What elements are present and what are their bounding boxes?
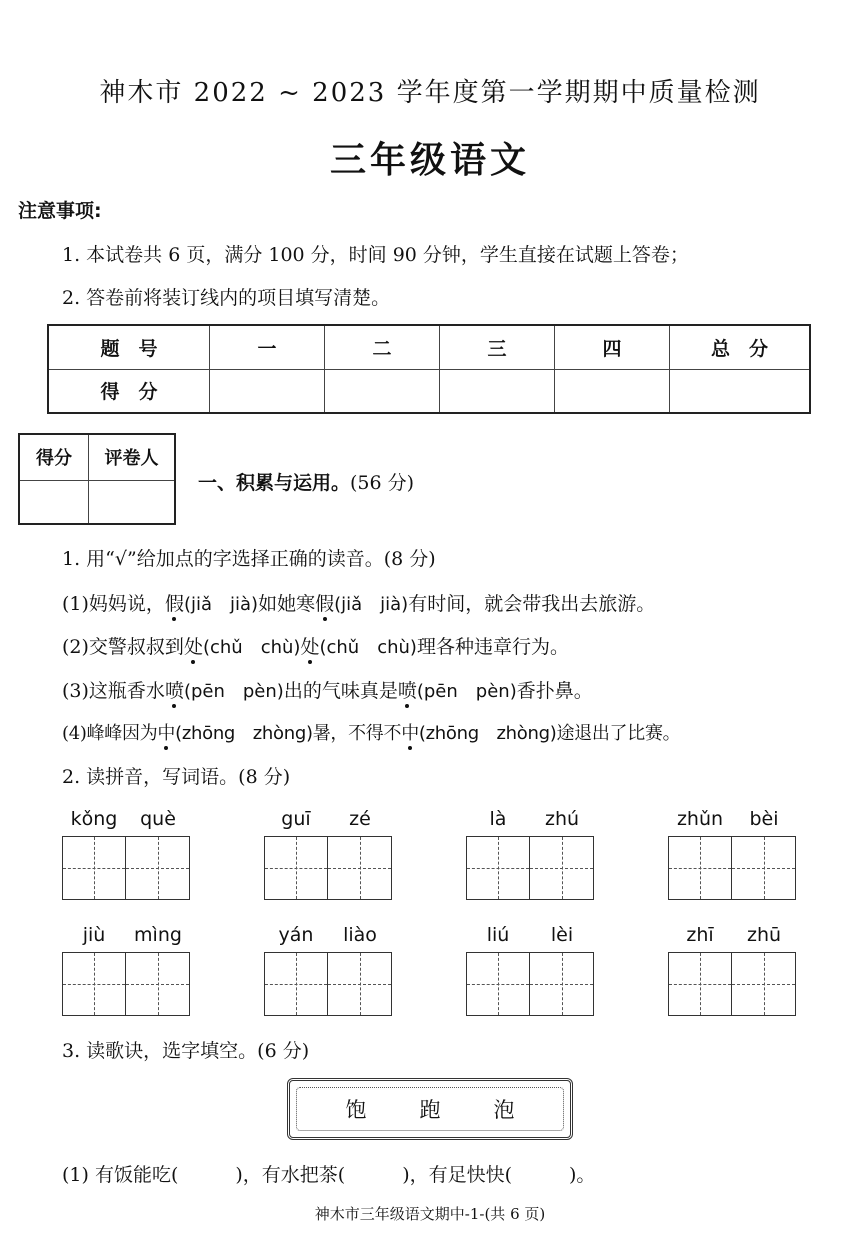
dotted-char: 中 [157,723,176,744]
score-cell-3[interactable] [440,369,555,413]
page-footer: 神木市三年级语文期中-1-(共 6 页) [314,1205,546,1223]
tianzige-cell[interactable] [264,952,328,1016]
score-cell-2[interactable] [325,369,440,413]
score-header-4: 四 [555,325,670,369]
banner-char-3: 泡 [493,1098,515,1122]
banner-char-1: 饱 [345,1098,367,1122]
section-1-heading [198,468,414,495]
score-cell-4[interactable] [555,369,670,413]
score-table [47,324,811,414]
q1-item-4: (4)峰峰因为中(zhōng zhòng)暑，不得不中(zhōng zhòng)途退出了比赛。 [62,723,681,744]
score-header-total: 总 分 [670,325,811,369]
tianzige-cell[interactable] [126,836,190,900]
tianzige-cell[interactable] [732,952,796,1016]
tianzige-cell[interactable] [466,952,530,1016]
dotted-char: 处 [183,636,203,658]
tianzige-cell[interactable] [732,836,796,900]
tianzige-cell[interactable] [62,952,126,1016]
score-cell-1[interactable] [210,369,325,413]
tianzige-cell[interactable] [328,836,392,900]
dotted-char: 处 [300,636,320,658]
tianzige-cell[interactable] [328,952,392,1016]
q1-item-3: (3)这瓶香水喷(pēn pèn)出的气味真是喷(pēn pèn)香扑鼻。 [62,680,593,702]
dotted-char: 中 [401,723,419,744]
tianzige-cell[interactable] [530,836,594,900]
score-header-1: 一 [210,325,325,369]
score-header-3: 三 [440,325,555,369]
score-header-label: 题 号 [48,325,210,369]
dotted-char: 喷 [164,680,184,702]
banner-char-2: 跑 [419,1098,441,1122]
dotted-char: 喷 [397,680,417,702]
tianzige-cell[interactable] [62,836,126,900]
notice-item-1: 1. 本试卷共 6 页，满分 100 分，时间 90 分钟，学生直接在试题上答卷； [62,244,689,266]
tianzige-cell[interactable] [264,836,328,900]
tianzige-cell[interactable] [668,836,732,900]
q1-item-1: (1)妈妈说，假(jiǎ jià)如她寒假(jiǎ jià)有时间，就会带我出去旅游。 [62,593,656,615]
q3-item-1: (1) 有饭能吃( )，有水把茶( )，有足快快( )。 [62,1164,596,1186]
exam-title: 神木市 2022 ~ 2023 学年度第一学期期中质量检测 [99,78,761,108]
notice-item-2: 2. 答卷前将装订线内的项目填写清楚。 [62,287,391,309]
grader-name-cell[interactable] [89,480,176,524]
q2-prompt: 2. 读拼音，写词语。(8 分) [62,766,291,788]
dotted-char: 假 [164,593,184,615]
tianzige-cell[interactable] [466,836,530,900]
tianzige-cell[interactable] [126,952,190,1016]
section-1-title: 一、积累与运用。 [198,472,351,494]
section-1-points: (56 分) [350,472,415,494]
grader-score-cell[interactable] [19,480,89,524]
character-banner [287,1078,573,1140]
score-row-label: 得 分 [48,369,210,413]
q1-item-2: (2)交警叔叔到处(chǔ chù)处(chǔ chù)理各种违章行为。 [62,636,569,658]
score-cell-total[interactable] [670,369,811,413]
notice-heading: 注意事项: [18,200,102,222]
q1-prompt: 1. 用“√”给加点的字选择正确的读音。(8 分) [62,548,436,570]
grader-name-label: 评卷人 [89,434,176,480]
score-header-2: 二 [325,325,440,369]
tianzige-cell[interactable] [530,952,594,1016]
exam-subject: 三年级语文 [329,140,530,181]
grader-score-label: 得分 [19,434,89,480]
q3-prompt: 3. 读歌诀，选字填空。(6 分) [62,1040,310,1062]
tianzige-cell[interactable] [668,952,732,1016]
dotted-char: 假 [315,593,335,615]
grader-box [18,433,176,525]
